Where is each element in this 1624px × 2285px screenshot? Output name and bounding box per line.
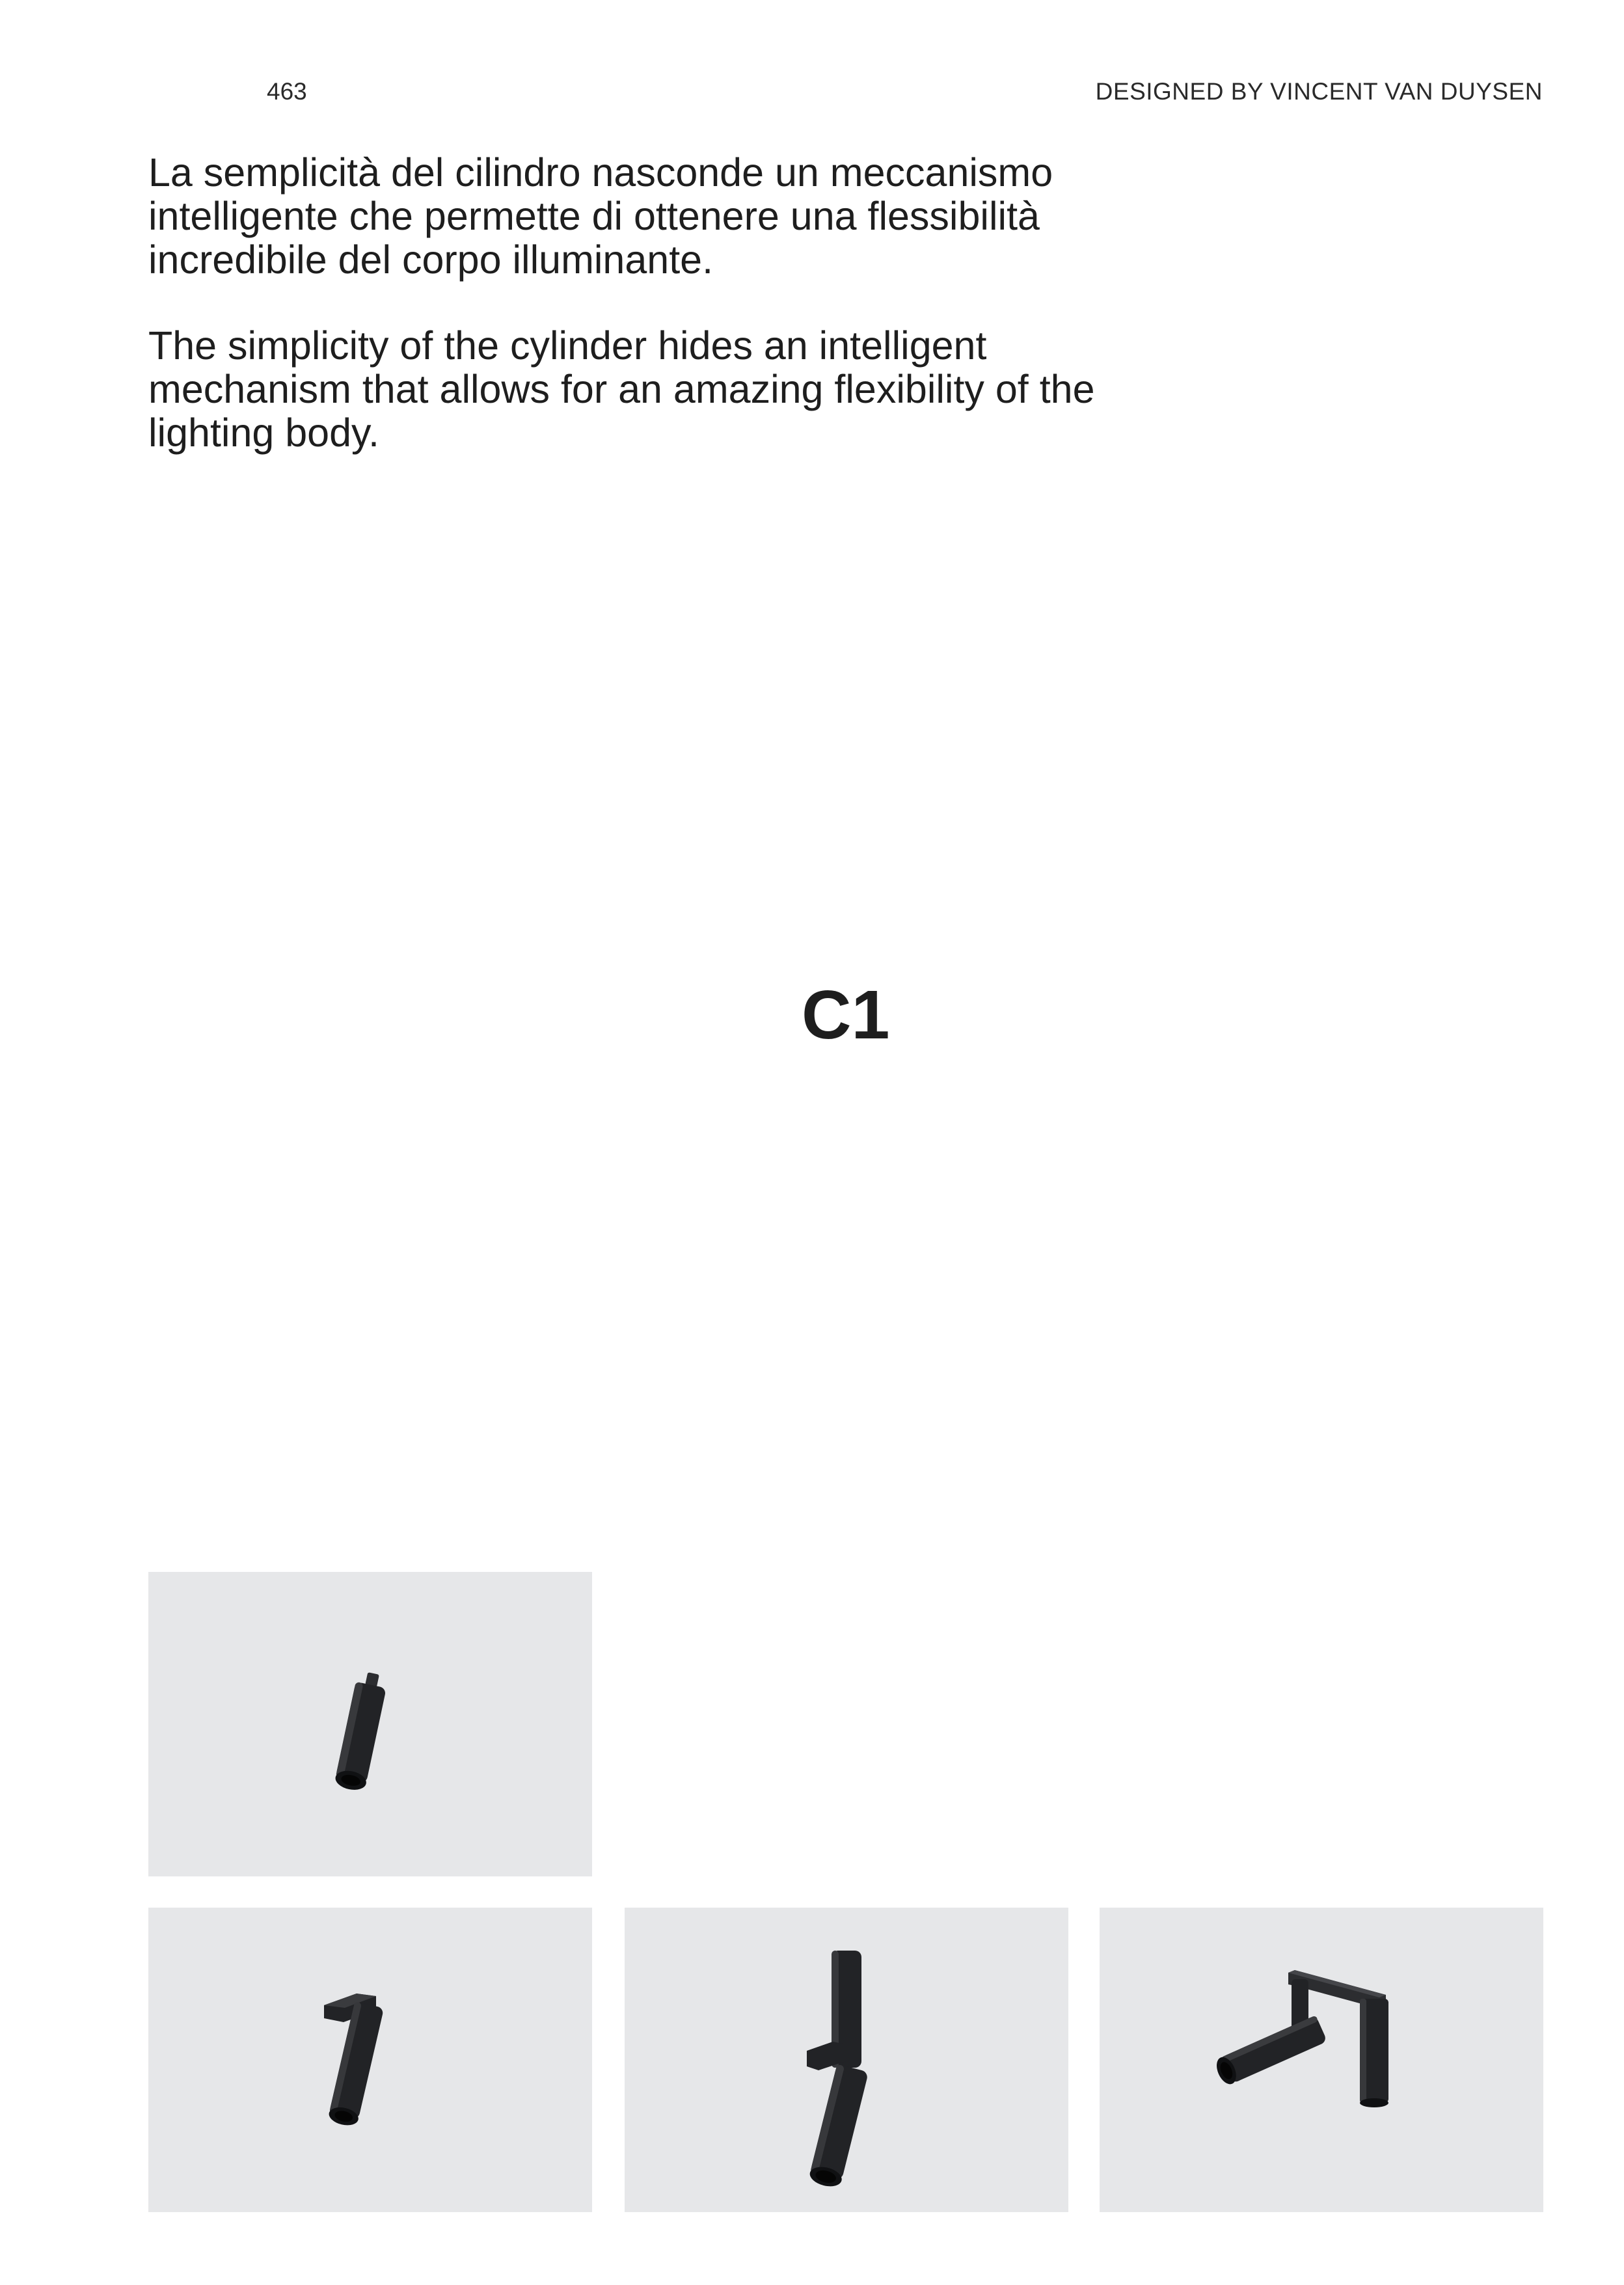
product-tile-1 xyxy=(148,1572,592,1876)
cylinder-spotlight-track-icon xyxy=(148,1572,592,1876)
product-tile-4 xyxy=(1100,1908,1543,2212)
cylinder-spotlight-wall-arm-icon xyxy=(1100,1908,1543,2212)
cylinder-spotlight-bracket-icon xyxy=(148,1908,592,2212)
product-tile-2 xyxy=(148,1908,592,2212)
designer-credit: DESIGNED BY VINCENT VAN DUYSEN xyxy=(1095,78,1543,105)
intro-text xyxy=(148,151,1124,497)
product-tile-3 xyxy=(625,1908,1068,2212)
intro-italian: La semplicità del cilindro nasconde un meccanismo intelligente che permette di ottenere una flessibilità incredibile del corpo illuminante. xyxy=(148,150,1053,282)
page-number: 463 xyxy=(267,78,307,105)
model-code: C1 xyxy=(802,977,890,1053)
cylinder-spotlight-double-icon xyxy=(625,1908,1068,2212)
intro-english: The simplicity of the cylinder hides an intelligent mechanism that allows for an amazing flexibility of the lighting body. xyxy=(148,323,1095,455)
